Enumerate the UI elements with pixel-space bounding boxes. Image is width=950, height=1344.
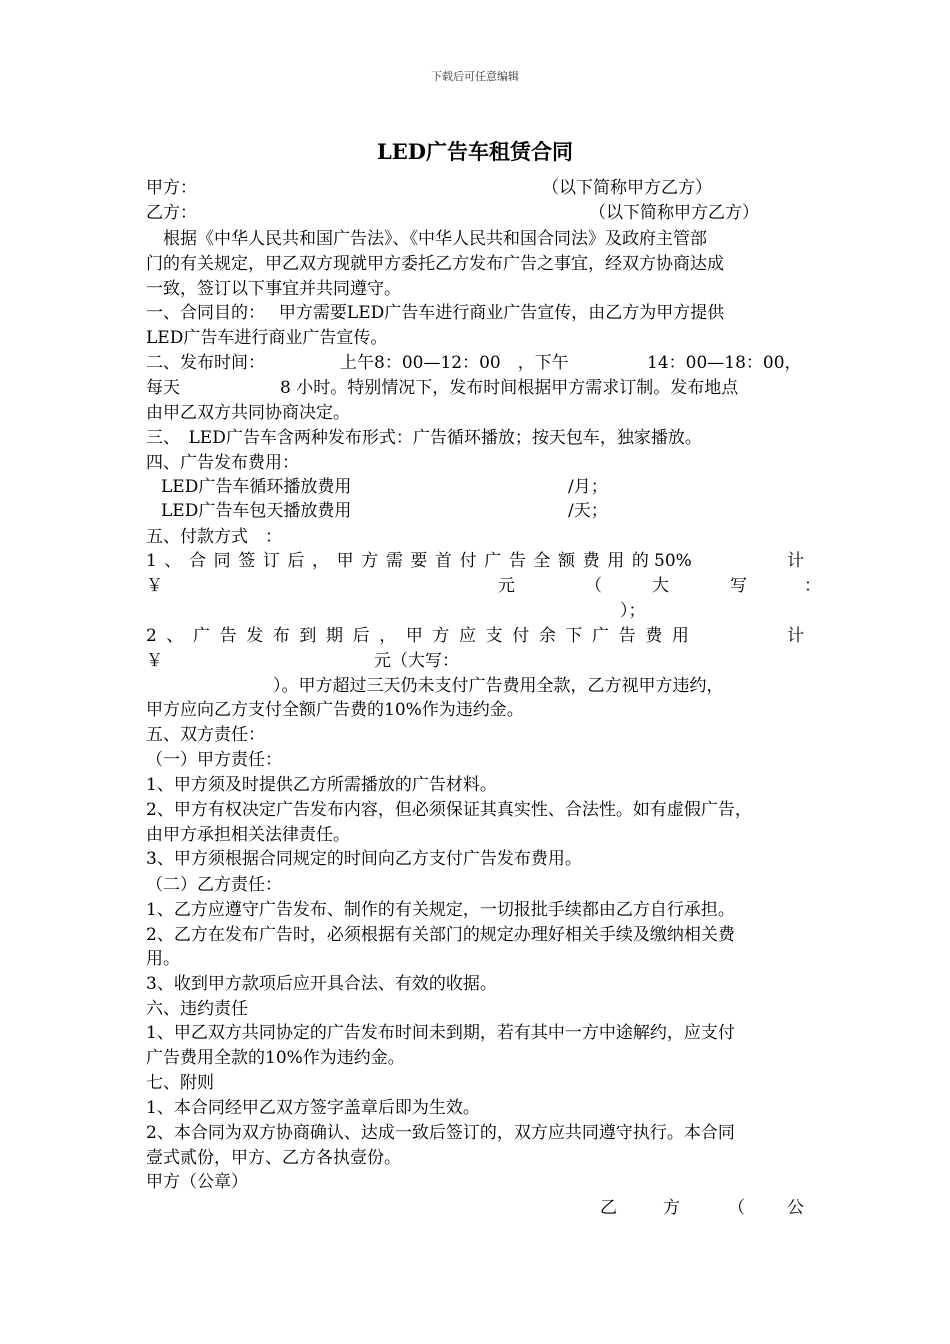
fee-unit: /天； [568,501,608,521]
amount-in-words-char: 写 [730,576,747,596]
party-a-duty: 1、甲方须及时提供乙方所需播放的广告材料。 [146,775,497,795]
party-b-seal-char: 公 [787,1198,804,1218]
publish-location-line: 由甲乙双方共同协商决定。 [146,403,350,423]
party-b-duty: 1、乙方应遵守广告发布、制作的有关规定，一切报批手续都由乙方自行承担。 [146,900,735,920]
party-b-duty-heading: （二）乙方责任： [146,875,282,895]
fee-heading: 四、广告发布费用： [146,453,299,473]
amount-in-words-open: （ [585,576,602,596]
supplementary-item: 1、本合同经甲乙双方签字盖章后即为生效。 [146,1098,480,1118]
party-b-label: 乙方： [146,203,197,223]
party-b-duty: 3、收到甲方款项后应开具合法、有效的收据。 [146,974,497,994]
intro-line: 一致，签订以下事宜并共同遵守。 [146,279,401,299]
responsibility-heading: 五、双方责任： [146,725,265,745]
party-a-seal: 甲方（公章） [146,1172,248,1192]
afternoon-hours: 14：00—18：00， [647,353,802,373]
party-a-duty: 3、甲方须根据合同规定的时间向乙方支付广告发布费用。 [146,849,582,869]
supplementary-heading: 七、附则 [146,1073,214,1093]
intro-line: 门的有关规定，甲乙双方现就甲方委托乙方发布广告之事宜，经双方协商达成 [146,254,724,274]
fee-unit: /月； [568,477,608,497]
final-payment-calc: 计 [787,626,804,646]
fee-item: LED广告车循环播放费用 [161,477,352,497]
supplementary-item: 2、本合同为双方协商确认、达成一致后签订的，双方应共同遵守执行。本合同 [146,1123,735,1143]
party-b-duty: 2、乙方在发布广告时，必须根据有关部门的规定办理好相关手续及缴纳相关费 [146,925,735,945]
amount-in-words-char: 大 [652,576,669,596]
intro-line: 根据《中华人民共和国广告法》、《中华人民共和国合同法》及政府主管部 [146,229,707,249]
party-b-duty: 用。 [146,949,180,969]
yuan-sign: ￥ [146,576,163,596]
payment-heading: 五、付款方式 ： [146,527,282,547]
daily-hours: 8 小时。特别情况下，发布时间根据甲方需求订制。发布地点 [280,378,739,398]
purpose-line: 一、合同目的： 甲方需要LED广告车进行商业广告宣传，由乙方为甲方提供 [146,303,725,323]
publish-time-label: 二、发布时间： [146,353,265,373]
publish-forms-line: 三、 LED广告车含两种发布形式：广告循环播放；按天包车，独家播放。 [146,428,702,448]
morning-hours: 上午8：00—12：00 ，下午 [340,353,569,373]
party-a-label: 甲方： [146,178,197,198]
party-b-seal-char: 方 [663,1198,680,1218]
first-payment-percent: 50% [654,551,692,571]
first-payment-calc: 计 [787,551,804,571]
late-payment-clause: ）。甲方超过三天仍未支付广告费用全款，乙方视甲方违约， [273,676,724,696]
final-payment-text: 2、广告发布到期后，甲方应支付余下广告费用 [146,626,699,646]
yuan-unit: 元 [498,576,515,596]
party-b-seal-char: （ [728,1198,745,1218]
daily-label: 每天 [146,378,180,398]
first-payment-text: 1、合同签订后，甲方需要首付广告全额费用的 [146,551,657,571]
supplementary-item: 壹式贰份，甲方、乙方各执壹份。 [146,1148,401,1168]
amount-in-words-colon: ： [804,576,821,596]
party-a-duty: 2、甲方有权决定广告发布内容，但必须保证其真实性、合法性。如有虚假广告， [146,800,752,820]
amount-in-words-close: ）； [620,601,646,621]
party-b-note: （以下简称甲方乙方） [589,203,759,223]
penalty-line: 甲方应向乙方支付全额广告费的10%作为违约金。 [146,700,524,720]
page-header-note: 下载后可任意编辑 [431,70,519,83]
party-b-seal-char: 乙 [600,1198,617,1218]
yuan-sign: ￥ [146,651,163,671]
fee-item: LED广告车包天播放费用 [161,501,352,521]
party-a-duty-heading: （一）甲方责任： [146,750,282,770]
document-title: LED广告车租赁合同 [377,139,573,164]
breach-item: 1、甲乙双方共同协定的广告发布时间未到期，若有其中一方中途解约，应支付 [146,1023,735,1043]
party-a-note: （以下简称甲方乙方） [542,178,712,198]
party-a-duty: 由甲方承担相关法律责任。 [146,825,350,845]
yuan-unit-words: 元（大写： [374,651,459,671]
breach-heading: 六、违约责任 [146,999,248,1019]
purpose-line: LED广告车进行商业广告宣传。 [146,328,388,348]
breach-item: 广告费用全款的10%作为违约金。 [146,1048,405,1068]
